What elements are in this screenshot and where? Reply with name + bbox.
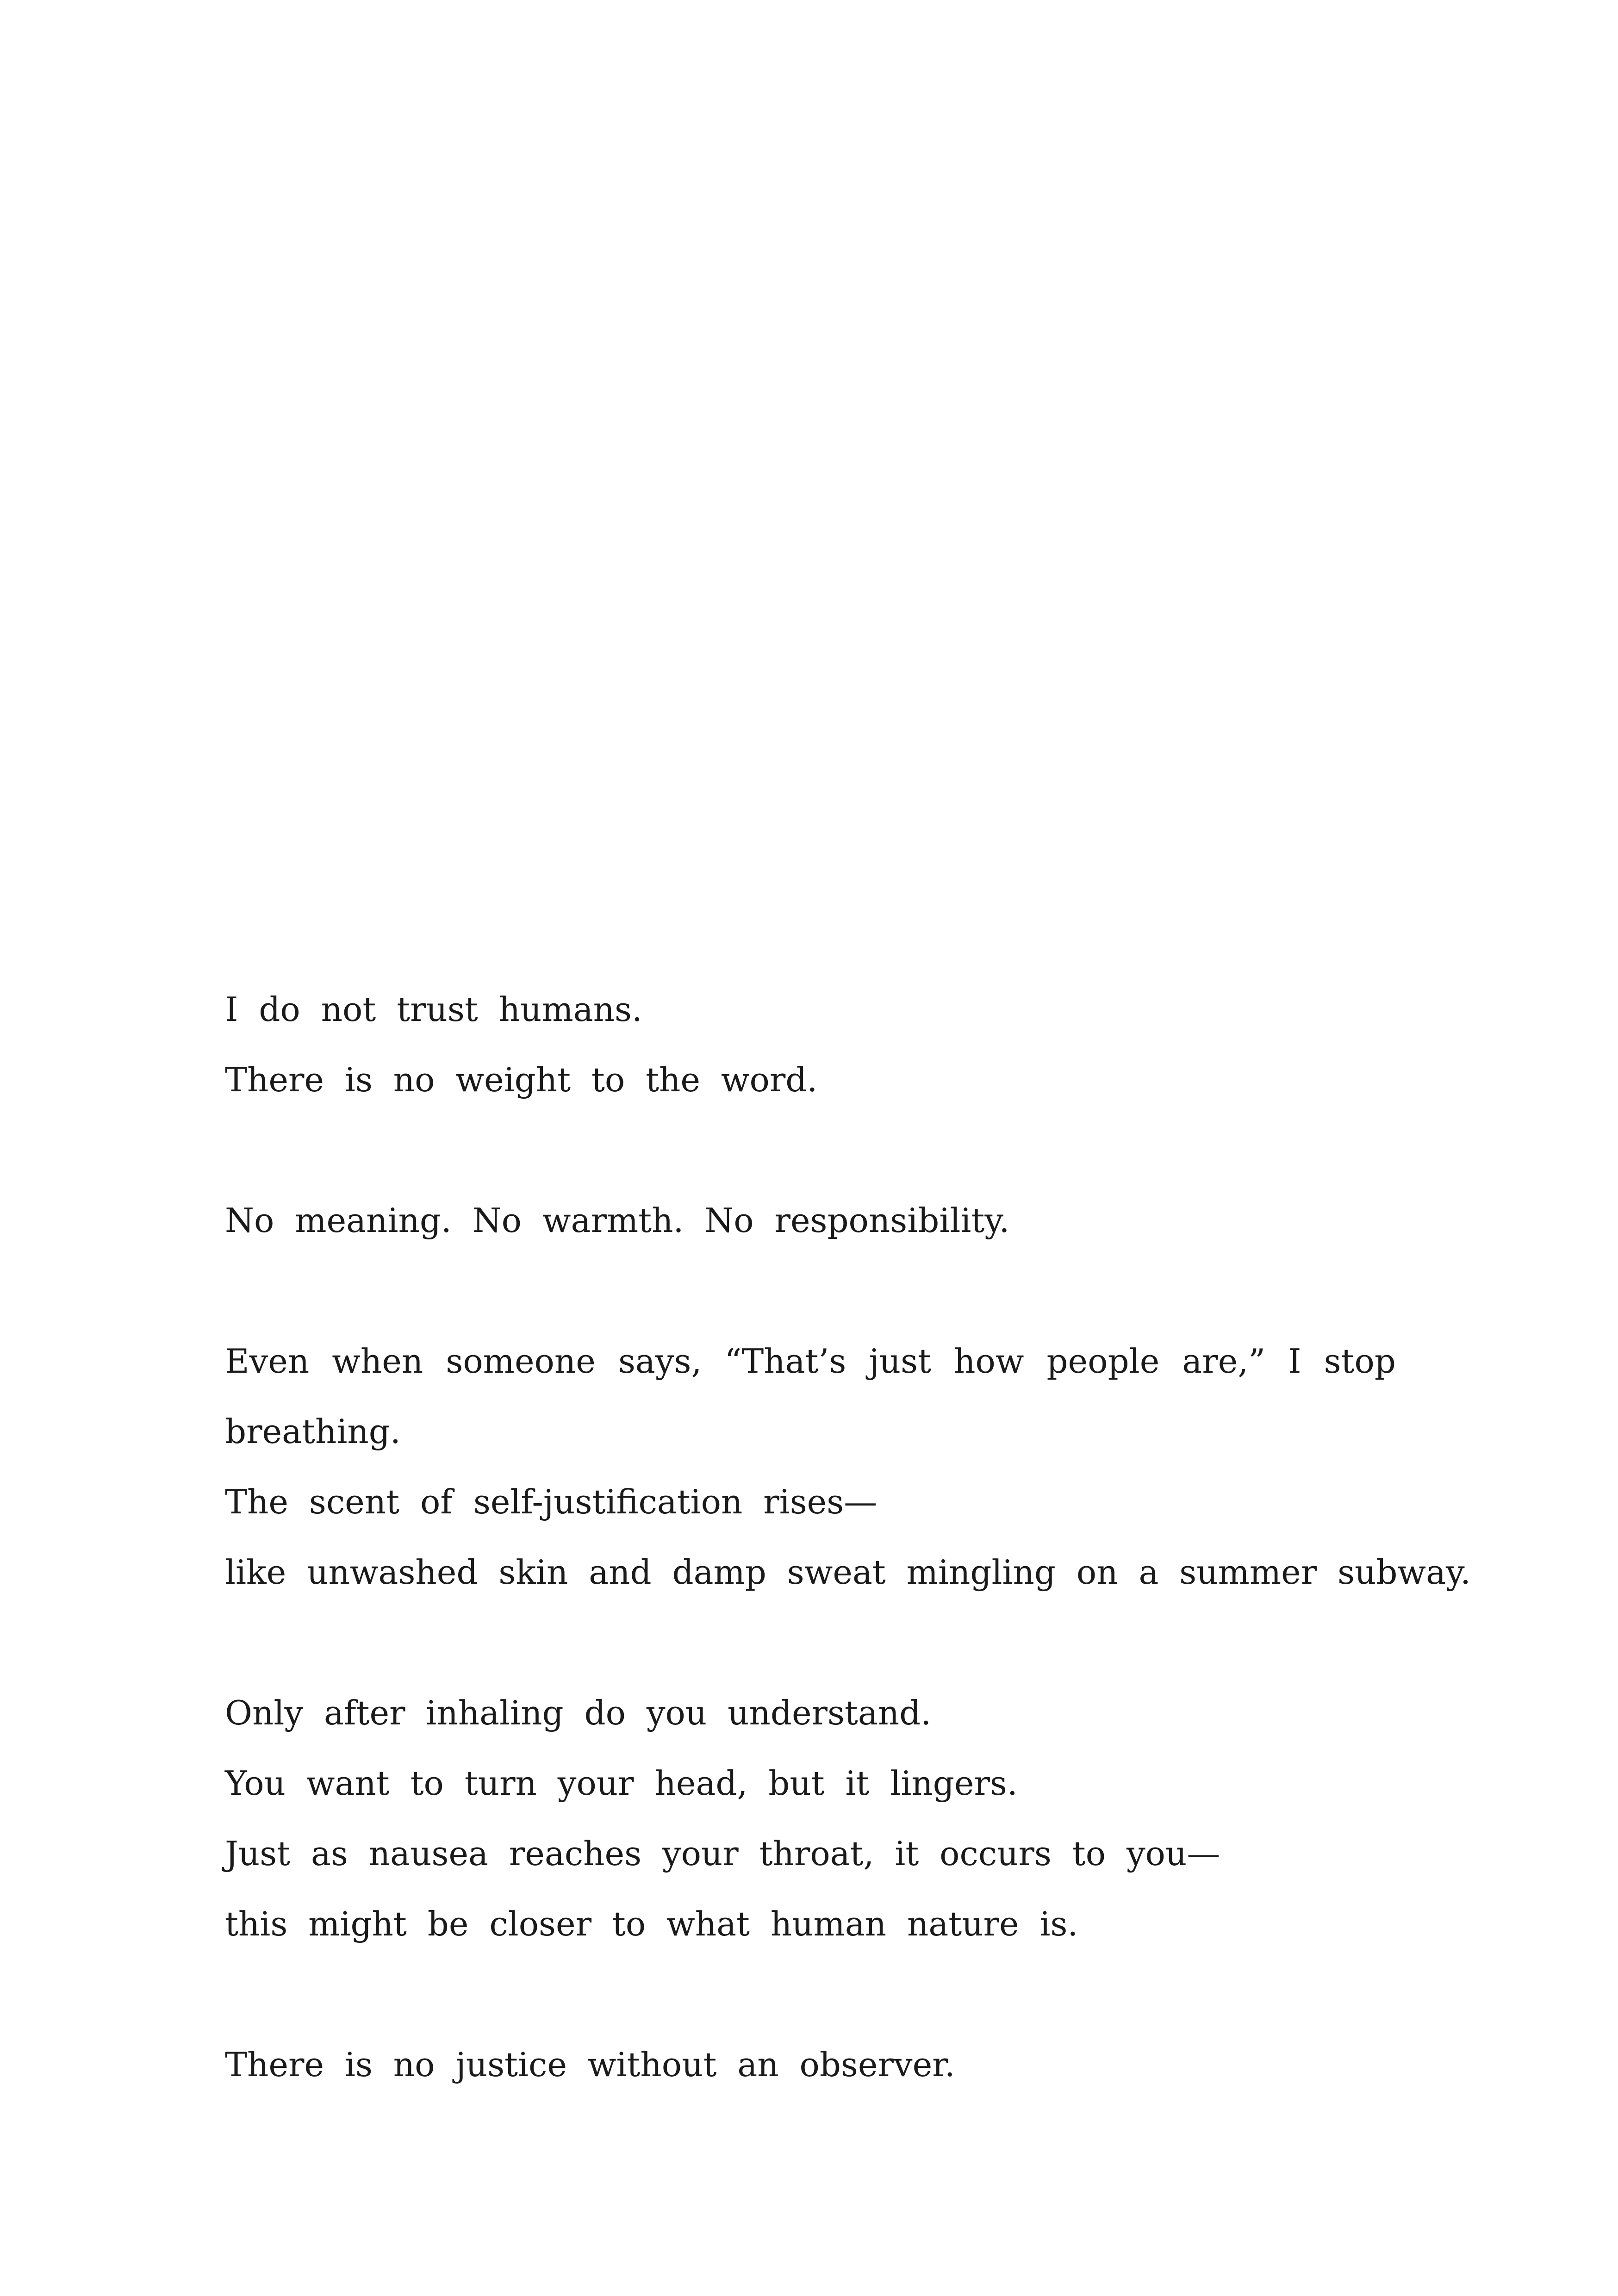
blank-line (225, 1959, 1396, 2029)
text-line: The scent of self-justification rises— (225, 1482, 877, 1521)
body-text (225, 974, 1471, 2100)
text-line: Only after inhaling do you understand. (225, 1693, 932, 1732)
text-line: No meaning. No warmth. No responsibility. (225, 1201, 1010, 1240)
text-line: Even when someone says, “That’s just how people are,” I stop (225, 1342, 1396, 1381)
blank-line (225, 1256, 1396, 1326)
text-line: Just as nausea reaches your throat, it occurs to you— (225, 1834, 1220, 1873)
text-line: There is no weight to the word. (225, 1060, 818, 1099)
text-line: like unwashed skin and damp sweat mingling on a summer subway. (225, 1553, 1471, 1592)
text-line: There is no justice without an observer. (225, 2045, 955, 2084)
blank-line (225, 1115, 1396, 1185)
text-line: You want to turn your head, but it lingers. (225, 1764, 1018, 1803)
text-line: breathing. (225, 1412, 401, 1451)
text-line: I do not trust humans. (225, 990, 642, 1029)
text-line: this might be closer to what human nature is. (225, 1904, 1078, 1943)
blank-line (225, 1607, 1396, 1678)
